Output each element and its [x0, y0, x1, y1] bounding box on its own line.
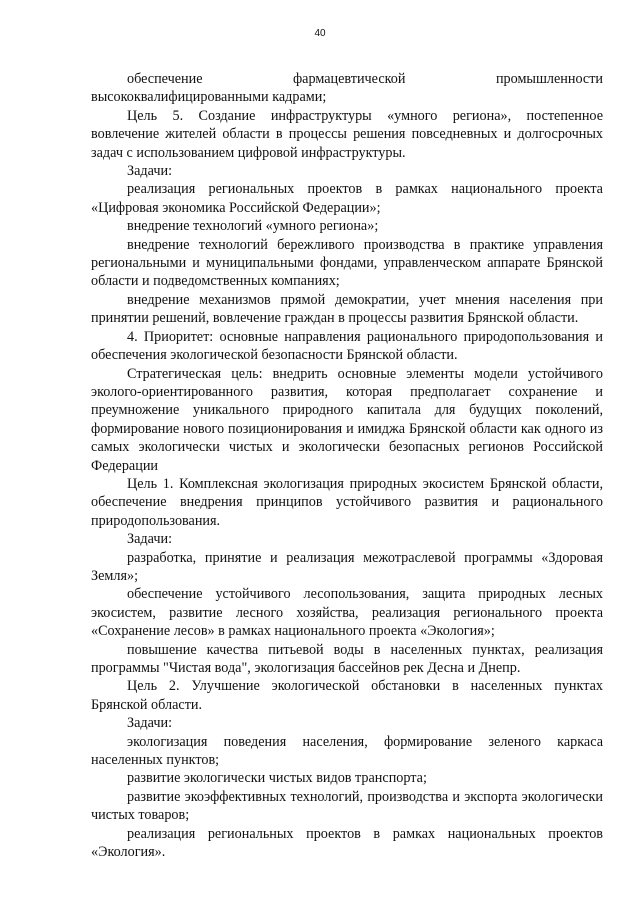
paragraph-6: внедрение технологий бережливого производства в практике управления региональными и муниципальными фондами, управленческом аппарате Брянской области и подведомственных компаниях; [91, 236, 603, 290]
paragraph-14: повышение качества питьевой воды в населенных пунктах, реализация программы "Чистая вода", экологизация бассейнов рек Десна и Днепр. [91, 641, 603, 676]
document-body [91, 70, 603, 861]
paragraph-3: Задачи: [127, 163, 173, 180]
paragraph-18: развитие экологически чистых видов транспорта; [127, 770, 427, 787]
paragraph-19: развитие экоэффективных технологий, производства и экспорта экологически чистых товаров; [91, 788, 603, 824]
paragraph-12: разработка, принятие и реализация межотраслевой программы «Здоровая Земля»; [91, 549, 603, 584]
paragraph-11: Задачи: [127, 531, 173, 548]
paragraph-5: внедрение технологий «умного региона»; [127, 218, 379, 235]
paragraph-15: Цель 2. Улучшение экологической обстановки в населенных пунктах Брянской области. [91, 678, 603, 713]
page-number: 40 [314, 28, 326, 39]
paragraph-13: обеспечение устойчивого лесопользования, защита природных лесных экосистем, развитие лесного хозяйства, реализация регионального проекта «Сохранение лесов» в рамках национального проекта «Экология»; [91, 586, 603, 640]
paragraph-1: обеспечение фармацевтической промышленности высококвалифицированными кадрами; [91, 71, 603, 106]
paragraph-7: внедрение механизмов прямой демократии, учет мнения населения при принятии решений, вовлечение граждан в процессы развития Брянской области. [91, 291, 603, 327]
paragraph-17: экологизация поведения населения, формирование зеленого каркаса населенных пунктов; [91, 733, 603, 769]
paragraph-9: Стратегическая цель: внедрить основные элементы модели устойчивого эколого-ориентированного развития, которая предполагает сохранение и преумножение уникального природного капитала для будущих поколений, формирование нового позиционирования и имиджа Брянской области как одного из самых экологически чистых и экологически безопасных регионов Российской Федерации [91, 365, 603, 474]
paragraph-4: реализация региональных проектов в рамках национального проекта «Цифровая экономика Российской Федерации»; [91, 181, 603, 216]
paragraph-2: Цель 5. Создание инфраструктуры «умного региона», постепенное вовлечение жителей области в процессы решения повседневных и долгосрочных задач с использованием цифровой инфраструктуры. [91, 107, 603, 161]
paragraph-10: Цель 1. Комплексная экологизация природных экосистем Брянской области, обеспечение внедрения принципов устойчивого развития и рационального природопользования. [91, 475, 603, 529]
paragraph-8: 4. Приоритет: основные направления рационального природопользования и обеспечения экологической безопасности Брянской области. [91, 328, 603, 364]
paragraph-16: Задачи: [127, 715, 173, 732]
paragraph-20: реализация региональных проектов в рамках национальных проектов «Экология». [91, 825, 603, 861]
